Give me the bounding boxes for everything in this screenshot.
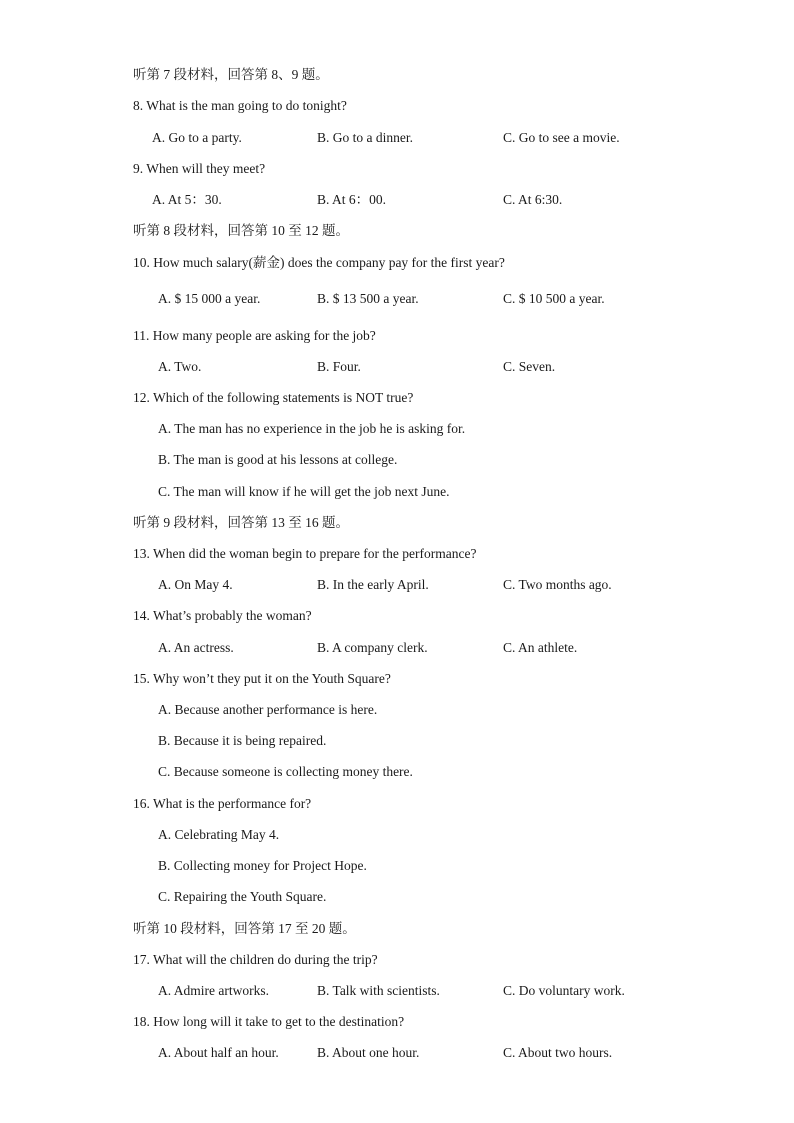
- question-8-option-c: C. Go to see a movie.: [503, 130, 620, 145]
- question-9-option-c: C. At 6:30.: [503, 192, 563, 207]
- question-10-option-a: A. $ 15 000 a year.: [158, 291, 261, 306]
- question-14-option-a: A. An actress.: [158, 640, 234, 655]
- question-9-option-b: B. At 6：00.: [317, 192, 387, 207]
- question-14-option-c: C. An athlete.: [503, 640, 578, 655]
- question-15-option-c: C. Because someone is collecting money there.: [158, 764, 413, 779]
- question-13-option-a: A. On May 4.: [158, 577, 233, 592]
- section-heading-10: 听第 10 段材料，回答第 17 至 20 题。: [133, 921, 356, 936]
- question-17-stem: 17. What will the children do during the trip?: [133, 952, 378, 967]
- question-8-option-a: A. Go to a party.: [152, 130, 242, 145]
- question-15-option-b: B. Because it is being repaired.: [158, 733, 327, 748]
- question-18-stem: 18. How long will it take to get to the destination?: [133, 1014, 405, 1029]
- question-17-option-c: C. Do voluntary work.: [503, 983, 625, 998]
- question-16-stem: 16. What is the performance for?: [133, 796, 312, 811]
- question-11-option-b: B. Four.: [317, 359, 361, 374]
- section-heading-7: 听第 7 段材料，回答第 8、9 题。: [133, 67, 329, 82]
- question-16-option-a: A. Celebrating May 4.: [158, 827, 280, 842]
- question-8-option-b: B. Go to a dinner.: [317, 130, 413, 145]
- question-10-option-c: C. $ 10 500 a year.: [503, 291, 605, 306]
- question-13-option-c: C. Two months ago.: [503, 577, 612, 592]
- question-11-option-a: A. Two.: [158, 359, 202, 374]
- question-12-option-b: B. The man is good at his lessons at college.: [158, 452, 398, 467]
- question-12-stem: 12. Which of the following statements is NOT true?: [133, 390, 414, 405]
- section-heading-8: 听第 8 段材料，回答第 10 至 12 题。: [133, 223, 349, 238]
- question-17-option-b: B. Talk with scientists.: [317, 983, 440, 998]
- question-10-option-b: B. $ 13 500 a year.: [317, 291, 419, 306]
- question-15-stem: 15. Why won’t they put it on the Youth Square?: [133, 671, 391, 686]
- question-15-option-a: A. Because another performance is here.: [158, 702, 378, 717]
- question-14-stem: 14. What’s probably the woman?: [133, 608, 312, 623]
- question-8-stem: 8. What is the man going to do tonight?: [133, 98, 347, 113]
- question-13-option-b: B. In the early April.: [317, 577, 429, 592]
- question-9-stem: 9. When will they meet?: [133, 161, 266, 176]
- question-9-option-a: A. At 5：30.: [152, 192, 222, 207]
- question-13-stem: 13. When did the woman begin to prepare for the performance?: [133, 546, 477, 561]
- question-18-option-c: C. About two hours.: [503, 1045, 613, 1060]
- section-heading-9: 听第 9 段材料，回答第 13 至 16 题。: [133, 515, 349, 530]
- question-18-option-a: A. About half an hour.: [158, 1045, 279, 1060]
- question-18-option-b: B. About one hour.: [317, 1045, 420, 1060]
- question-10-stem: 10. How much salary(薪金) does the company pay for the first year?: [133, 255, 505, 270]
- question-12-option-c: C. The man will know if he will get the job next June.: [158, 484, 450, 499]
- question-17-option-a: A. Admire artworks.: [158, 983, 269, 998]
- question-16-option-b: B. Collecting money for Project Hope.: [158, 858, 367, 873]
- question-14-option-b: B. A company clerk.: [317, 640, 428, 655]
- question-12-option-a: A. The man has no experience in the job he is asking for.: [158, 421, 466, 436]
- question-11-stem: 11. How many people are asking for the job?: [133, 328, 376, 343]
- question-16-option-c: C. Repairing the Youth Square.: [158, 889, 327, 904]
- question-11-option-c: C. Seven.: [503, 359, 556, 374]
